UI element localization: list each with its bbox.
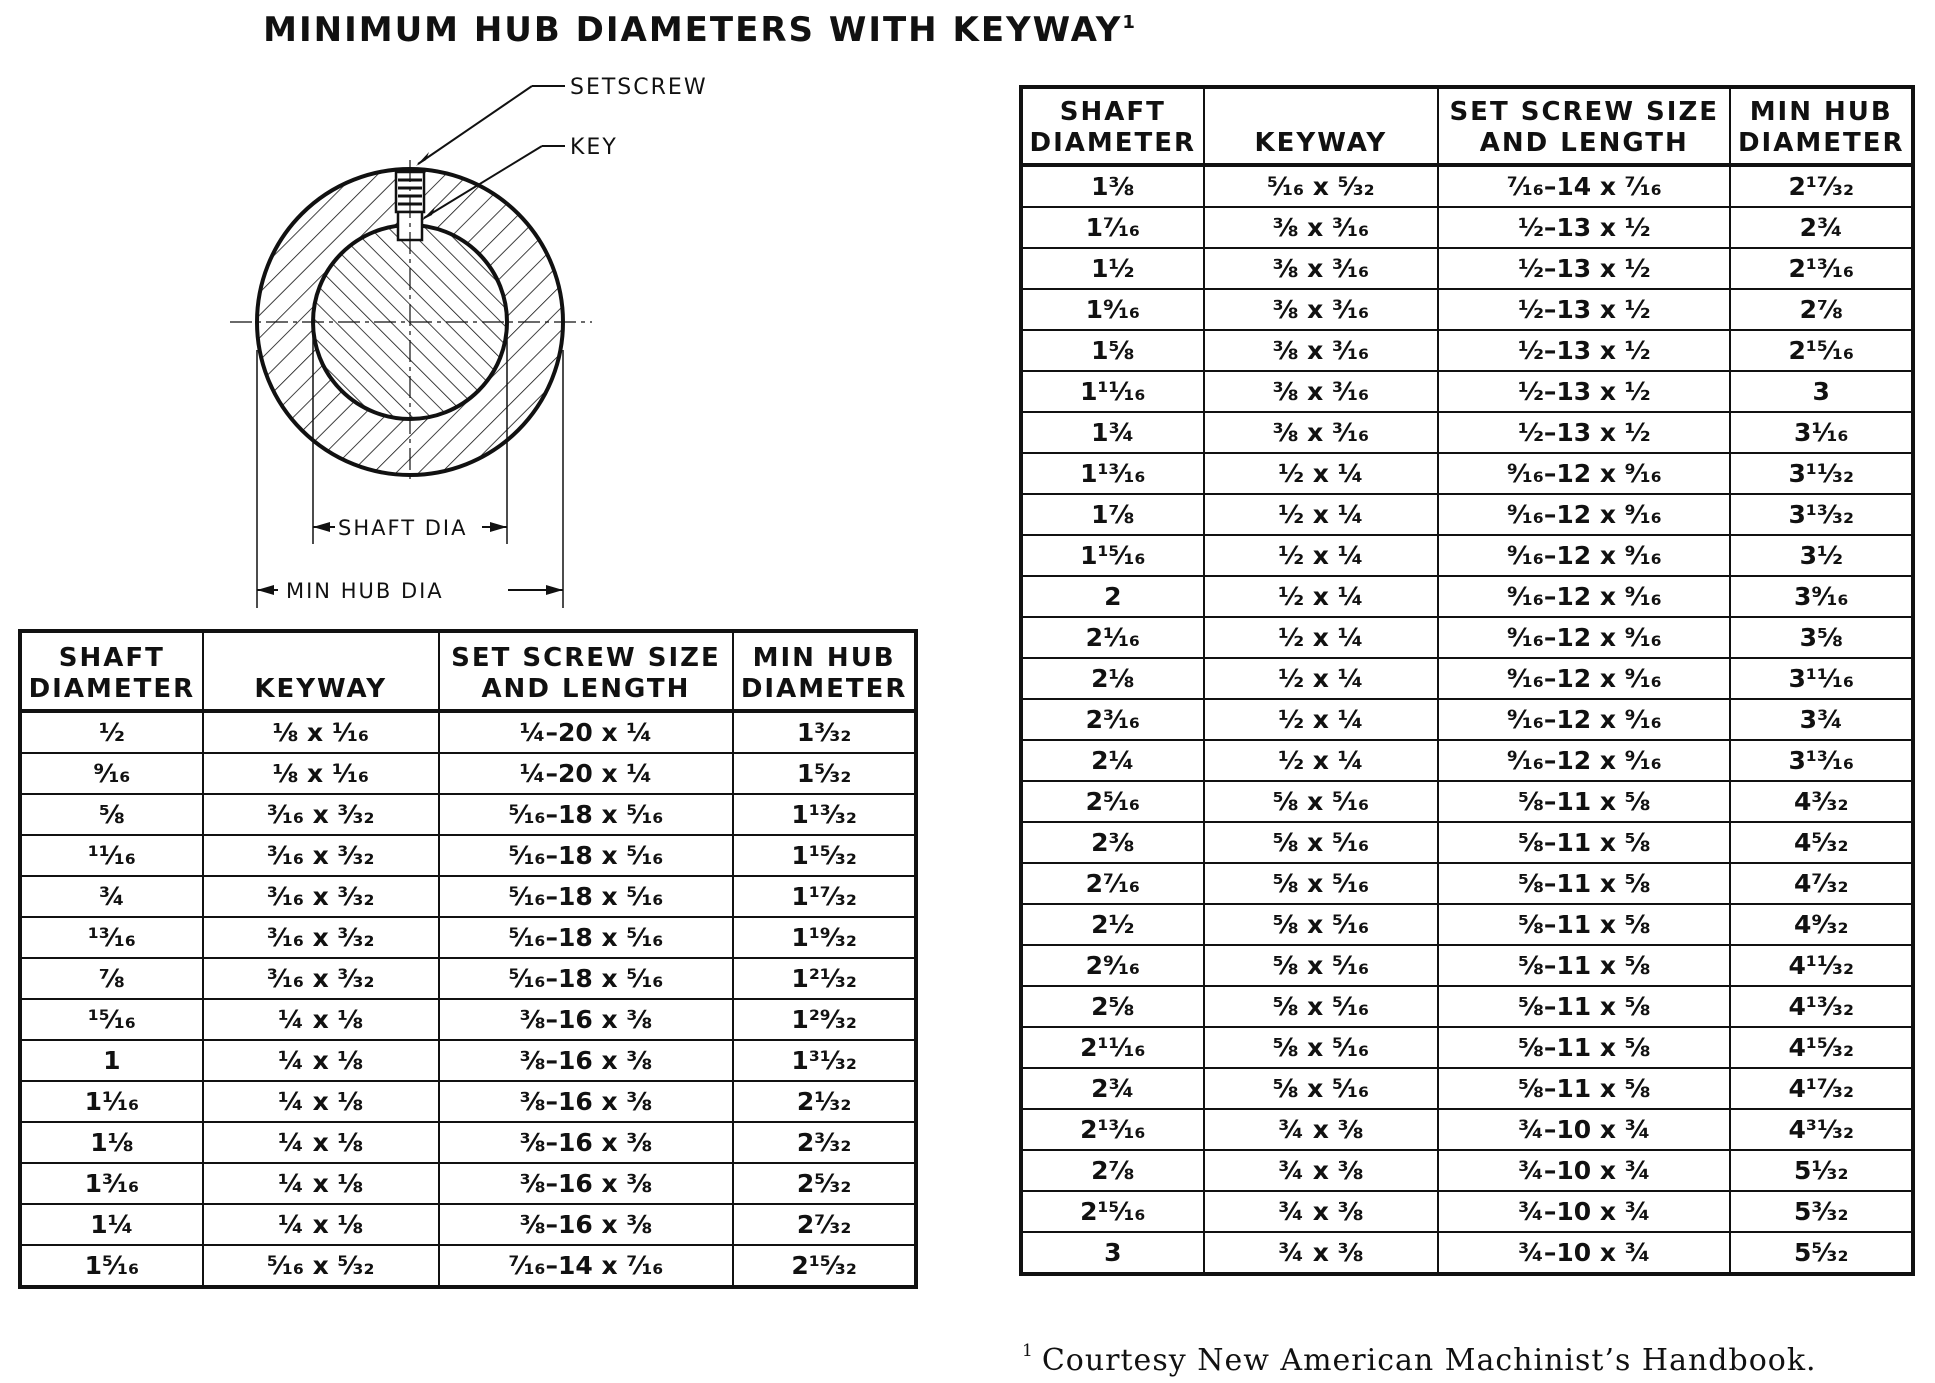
set-screw-cell: ½–13 x ½ bbox=[1438, 289, 1730, 330]
shaft-diameter-cell: 2½ bbox=[1021, 904, 1204, 945]
keyway-cell: ¾ x ⅜ bbox=[1204, 1191, 1439, 1232]
keyway-cell: ⅝ x ⁵⁄₁₆ bbox=[1204, 1027, 1439, 1068]
min-hub-diameter-cell: 2⅞ bbox=[1730, 289, 1913, 330]
min-hub-diameter-cell: 4¹¹⁄₃₂ bbox=[1730, 945, 1913, 986]
keyway-cell: ³⁄₁₆ x ³⁄₃₂ bbox=[203, 835, 439, 876]
table-row bbox=[20, 999, 916, 1040]
set-screw-cell: ¾–10 x ¾ bbox=[1438, 1150, 1730, 1191]
min-hub-diameter-cell: 2¹⁵⁄₁₆ bbox=[1730, 330, 1913, 371]
keyway-cell: ⅛ x ¹⁄₁₆ bbox=[203, 753, 439, 794]
min-hub-diameter-cell: 3⁹⁄₁₆ bbox=[1730, 576, 1913, 617]
min-hub-diameter-cell: 3¹³⁄₃₂ bbox=[1730, 494, 1913, 535]
keyway-cell: ⁵⁄₁₆ x ⁵⁄₃₂ bbox=[1204, 165, 1439, 207]
set-screw-cell: ⅝–11 x ⅝ bbox=[1438, 945, 1730, 986]
table-row bbox=[20, 753, 916, 794]
shaft-diameter-cell: ½ bbox=[20, 711, 203, 753]
shaft-diameter-cell: 1⅛ bbox=[20, 1122, 203, 1163]
set-screw-cell: ⁹⁄₁₆–12 x ⁹⁄₁₆ bbox=[1438, 699, 1730, 740]
table-row bbox=[1021, 453, 1913, 494]
header-set-screw: SET SCREW SIZE AND LENGTH bbox=[439, 631, 734, 711]
table-row bbox=[20, 876, 916, 917]
min-hub-diameter-cell: 4³⁄₃₂ bbox=[1730, 781, 1913, 822]
set-screw-cell: ½–13 x ½ bbox=[1438, 207, 1730, 248]
min-hub-diameter-cell: 2¹⁵⁄₃₂ bbox=[733, 1245, 916, 1287]
footnote-mark: 1 bbox=[1022, 1341, 1034, 1361]
min-hub-diameter-cell: 4¹⁵⁄₃₂ bbox=[1730, 1027, 1913, 1068]
min-hub-diameter-cell: 3½ bbox=[1730, 535, 1913, 576]
min-hub-diameter-cell: 1³⁄₃₂ bbox=[733, 711, 916, 753]
shaft-diameter-cell: 2⁵⁄₁₆ bbox=[1021, 781, 1204, 822]
shaft-diameter-cell: ⅝ bbox=[20, 794, 203, 835]
keyway-cell: ¼ x ⅛ bbox=[203, 999, 439, 1040]
keyway-cell: ⅝ x ⁵⁄₁₆ bbox=[1204, 945, 1439, 986]
min-hub-diameter-cell: 4³¹⁄₃₂ bbox=[1730, 1109, 1913, 1150]
table-row bbox=[1021, 1232, 1913, 1274]
table-row bbox=[1021, 986, 1913, 1027]
set-screw-cell: ⁷⁄₁₆–14 x ⁷⁄₁₆ bbox=[439, 1245, 734, 1287]
keyway-cell: ¾ x ⅜ bbox=[1204, 1232, 1439, 1274]
min-hub-diameter-cell: 1¹⁷⁄₃₂ bbox=[733, 876, 916, 917]
header-shaft-diameter: SHAFT DIAMETER bbox=[20, 631, 203, 711]
shaft-diameter-cell: 3 bbox=[1021, 1232, 1204, 1274]
keyway-cell: ⅜ x ³⁄₁₆ bbox=[1204, 330, 1439, 371]
hub-keyway-diagram bbox=[220, 60, 780, 620]
set-screw-cell: ⁹⁄₁₆–12 x ⁹⁄₁₆ bbox=[1438, 576, 1730, 617]
set-screw-cell: ⅝–11 x ⅝ bbox=[1438, 986, 1730, 1027]
shaft-dia-label: SHAFT DIA bbox=[338, 516, 468, 540]
keyway-cell: ³⁄₁₆ x ³⁄₃₂ bbox=[203, 876, 439, 917]
table-row bbox=[1021, 371, 1913, 412]
table-row bbox=[1021, 1027, 1913, 1068]
set-screw-cell: ¼–20 x ¼ bbox=[439, 711, 734, 753]
shaft-diameter-cell: 1⁷⁄₁₆ bbox=[1021, 207, 1204, 248]
header-keyway: KEYWAY bbox=[1204, 87, 1439, 165]
min-hub-diameter-cell: 1¹⁵⁄₃₂ bbox=[733, 835, 916, 876]
set-screw-cell: ⁵⁄₁₆–18 x ⁵⁄₁₆ bbox=[439, 835, 734, 876]
keyway-cell: ³⁄₁₆ x ³⁄₃₂ bbox=[203, 917, 439, 958]
table-row bbox=[20, 1040, 916, 1081]
set-screw-cell: ½–13 x ½ bbox=[1438, 330, 1730, 371]
table-row bbox=[1021, 617, 1913, 658]
table-row bbox=[20, 835, 916, 876]
shaft-diameter-cell: 2⅞ bbox=[1021, 1150, 1204, 1191]
keyway-cell: ½ x ¼ bbox=[1204, 453, 1439, 494]
shaft-diameter-cell: ⅞ bbox=[20, 958, 203, 999]
table-row bbox=[20, 711, 916, 753]
set-screw-cell: ⁵⁄₁₆–18 x ⁵⁄₁₆ bbox=[439, 794, 734, 835]
set-screw-cell: ⅝–11 x ⅝ bbox=[1438, 904, 1730, 945]
min-hub-diameter-cell: 2⁵⁄₃₂ bbox=[733, 1163, 916, 1204]
set-screw-cell: ⁹⁄₁₆–12 x ⁹⁄₁₆ bbox=[1438, 658, 1730, 699]
set-screw-cell: ⅝–11 x ⅝ bbox=[1438, 822, 1730, 863]
keyway-cell: ⅝ x ⁵⁄₁₆ bbox=[1204, 986, 1439, 1027]
min-hub-diameter-cell: 1⁵⁄₃₂ bbox=[733, 753, 916, 794]
title-text: MINIMUM HUB DIAMETERS WITH KEYWAY bbox=[263, 10, 1123, 50]
min-hub-diameter-cell: 3 bbox=[1730, 371, 1913, 412]
keyway-cell: ⅝ x ⁵⁄₁₆ bbox=[1204, 822, 1439, 863]
table-row bbox=[1021, 740, 1913, 781]
shaft-diameter-cell: 2¾ bbox=[1021, 1068, 1204, 1109]
min-hub-diameter-cell: 3¹¹⁄₃₂ bbox=[1730, 453, 1913, 494]
shaft-diameter-cell: 1¼ bbox=[20, 1204, 203, 1245]
min-hub-diameter-cell: 1³¹⁄₃₂ bbox=[733, 1040, 916, 1081]
set-screw-cell: ⁹⁄₁₆–12 x ⁹⁄₁₆ bbox=[1438, 740, 1730, 781]
shaft-diameter-cell: 1¹⁵⁄₁₆ bbox=[1021, 535, 1204, 576]
shaft-diameter-cell: 2⅝ bbox=[1021, 986, 1204, 1027]
key-label: KEY bbox=[570, 135, 618, 160]
shaft-diameter-cell: 1⅜ bbox=[1021, 165, 1204, 207]
table-row bbox=[1021, 945, 1913, 986]
table-row bbox=[20, 1204, 916, 1245]
set-screw-cell: ⅜–16 x ⅜ bbox=[439, 1040, 734, 1081]
table-row bbox=[1021, 535, 1913, 576]
table-row bbox=[1021, 1150, 1913, 1191]
keyway-cell: ¾ x ⅜ bbox=[1204, 1109, 1439, 1150]
set-screw-cell: ⁵⁄₁₆–18 x ⁵⁄₁₆ bbox=[439, 958, 734, 999]
min-hub-diameter-cell: 2¹⁄₃₂ bbox=[733, 1081, 916, 1122]
shaft-diameter-cell: 1½ bbox=[1021, 248, 1204, 289]
keyway-cell: ¼ x ⅛ bbox=[203, 1081, 439, 1122]
min-hub-dia-label: MIN HUB DIA bbox=[286, 579, 444, 603]
keyway-cell: ¼ x ⅛ bbox=[203, 1040, 439, 1081]
min-hub-diameter-cell: 2¹³⁄₁₆ bbox=[1730, 248, 1913, 289]
table-row bbox=[20, 1081, 916, 1122]
shaft-diameter-cell: ¹¹⁄₁₆ bbox=[20, 835, 203, 876]
set-screw-cell: ⁵⁄₁₆–18 x ⁵⁄₁₆ bbox=[439, 876, 734, 917]
shaft-diameter-cell: 2 bbox=[1021, 576, 1204, 617]
shaft-diameter-cell: 1⅞ bbox=[1021, 494, 1204, 535]
min-hub-diameter-cell: 3¹⁄₁₆ bbox=[1730, 412, 1913, 453]
hub-table-left bbox=[18, 629, 918, 1289]
shaft-diameter-cell: 1 bbox=[20, 1040, 203, 1081]
shaft-diameter-cell: 1¾ bbox=[1021, 412, 1204, 453]
keyway-cell: ⅛ x ¹⁄₁₆ bbox=[203, 711, 439, 753]
keyway-cell: ⅜ x ³⁄₁₆ bbox=[1204, 412, 1439, 453]
keyway-cell: ⁵⁄₁₆ x ⁵⁄₃₂ bbox=[203, 1245, 439, 1287]
keyway-cell: ½ x ¼ bbox=[1204, 576, 1439, 617]
set-screw-cell: ¾–10 x ¾ bbox=[1438, 1232, 1730, 1274]
shaft-diameter-cell: 1¹³⁄₁₆ bbox=[1021, 453, 1204, 494]
shaft-diameter-cell: 2³⁄₁₆ bbox=[1021, 699, 1204, 740]
min-hub-diameter-cell: 3¹³⁄₁₆ bbox=[1730, 740, 1913, 781]
table-row bbox=[1021, 781, 1913, 822]
table-row bbox=[20, 794, 916, 835]
keyway-cell: ³⁄₁₆ x ³⁄₃₂ bbox=[203, 794, 439, 835]
keyway-cell: ¼ x ⅛ bbox=[203, 1204, 439, 1245]
keyway-cell: ½ x ¼ bbox=[1204, 699, 1439, 740]
keyway-cell: ½ x ¼ bbox=[1204, 658, 1439, 699]
shaft-diameter-cell: 2¹¹⁄₁₆ bbox=[1021, 1027, 1204, 1068]
min-hub-diameter-cell: 2³⁄₃₂ bbox=[733, 1122, 916, 1163]
shaft-diameter-cell: 1⅝ bbox=[1021, 330, 1204, 371]
keyway-cell: ⅝ x ⁵⁄₁₆ bbox=[1204, 781, 1439, 822]
shaft-diameter-cell: 1⁵⁄₁₆ bbox=[20, 1245, 203, 1287]
table-row bbox=[1021, 207, 1913, 248]
set-screw-cell: ⅜–16 x ⅜ bbox=[439, 1081, 734, 1122]
set-screw-cell: ⅝–11 x ⅝ bbox=[1438, 1027, 1730, 1068]
table-row bbox=[20, 1122, 916, 1163]
min-hub-diameter-cell: 1²⁹⁄₃₂ bbox=[733, 999, 916, 1040]
set-screw-cell: ⁹⁄₁₆–12 x ⁹⁄₁₆ bbox=[1438, 535, 1730, 576]
shaft-diameter-cell: 2⅜ bbox=[1021, 822, 1204, 863]
min-hub-diameter-cell: 2¾ bbox=[1730, 207, 1913, 248]
setscrew-label: SETSCREW bbox=[570, 75, 708, 100]
min-hub-diameter-cell: 5⁵⁄₃₂ bbox=[1730, 1232, 1913, 1274]
footnote-text: Courtesy New American Machinist’s Handbook. bbox=[1041, 1343, 1817, 1378]
table-row bbox=[20, 917, 916, 958]
set-screw-cell: ⁹⁄₁₆–12 x ⁹⁄₁₆ bbox=[1438, 453, 1730, 494]
shaft-diameter-cell: ⁹⁄₁₆ bbox=[20, 753, 203, 794]
keyway-cell: ⅜ x ³⁄₁₆ bbox=[1204, 289, 1439, 330]
min-hub-diameter-cell: 4¹³⁄₃₂ bbox=[1730, 986, 1913, 1027]
set-screw-cell: ½–13 x ½ bbox=[1438, 412, 1730, 453]
table-row bbox=[20, 1245, 916, 1287]
shaft-diameter-cell: 2⁷⁄₁₆ bbox=[1021, 863, 1204, 904]
set-screw-cell: ¾–10 x ¾ bbox=[1438, 1109, 1730, 1150]
keyway-cell: ⅜ x ³⁄₁₆ bbox=[1204, 207, 1439, 248]
table-header-row bbox=[20, 631, 916, 711]
set-screw-cell: ¼–20 x ¼ bbox=[439, 753, 734, 794]
min-hub-diameter-cell: 3¾ bbox=[1730, 699, 1913, 740]
keyway-cell: ⅝ x ⁵⁄₁₆ bbox=[1204, 863, 1439, 904]
set-screw-cell: ½–13 x ½ bbox=[1438, 248, 1730, 289]
keyway-cell: ⅝ x ⁵⁄₁₆ bbox=[1204, 1068, 1439, 1109]
keyway-cell: ¾ x ⅜ bbox=[1204, 1150, 1439, 1191]
set-screw-cell: ⅝–11 x ⅝ bbox=[1438, 781, 1730, 822]
table-row bbox=[1021, 330, 1913, 371]
table-row bbox=[1021, 822, 1913, 863]
keyway-cell: ¼ x ⅛ bbox=[203, 1122, 439, 1163]
table-row bbox=[1021, 863, 1913, 904]
shaft-diameter-cell: 2⅛ bbox=[1021, 658, 1204, 699]
table-row bbox=[1021, 248, 1913, 289]
set-screw-cell: ⅜–16 x ⅜ bbox=[439, 1204, 734, 1245]
set-screw-cell: ⅝–11 x ⅝ bbox=[1438, 1068, 1730, 1109]
header-shaft-diameter: SHAFT DIAMETER bbox=[1021, 87, 1204, 165]
min-hub-diameter-cell: 2⁷⁄₃₂ bbox=[733, 1204, 916, 1245]
shaft-diameter-cell: 2¹³⁄₁₆ bbox=[1021, 1109, 1204, 1150]
keyway-cell: ½ x ¼ bbox=[1204, 617, 1439, 658]
table-row bbox=[1021, 494, 1913, 535]
table-row bbox=[1021, 904, 1913, 945]
min-hub-diameter-cell: 5¹⁄₃₂ bbox=[1730, 1150, 1913, 1191]
shaft-diameter-cell: 2¹⁵⁄₁₆ bbox=[1021, 1191, 1204, 1232]
table-row bbox=[20, 1163, 916, 1204]
table-row bbox=[1021, 165, 1913, 207]
set-screw-cell: ½–13 x ½ bbox=[1438, 371, 1730, 412]
set-screw-cell: ⅜–16 x ⅜ bbox=[439, 999, 734, 1040]
table-row bbox=[20, 958, 916, 999]
min-hub-diameter-cell: 4⁹⁄₃₂ bbox=[1730, 904, 1913, 945]
set-screw-cell: ⁷⁄₁₆–14 x ⁷⁄₁₆ bbox=[1438, 165, 1730, 207]
header-keyway: KEYWAY bbox=[203, 631, 439, 711]
min-hub-diameter-cell: 2¹⁷⁄₃₂ bbox=[1730, 165, 1913, 207]
set-screw-cell: ⅜–16 x ⅜ bbox=[439, 1163, 734, 1204]
header-min-hub-diameter: MIN HUB DIAMETER bbox=[1730, 87, 1913, 165]
shaft-diameter-cell: ¹⁵⁄₁₆ bbox=[20, 999, 203, 1040]
shaft-diameter-cell: 1¹¹⁄₁₆ bbox=[1021, 371, 1204, 412]
min-hub-diameter-cell: 1¹³⁄₃₂ bbox=[733, 794, 916, 835]
set-screw-cell: ¾–10 x ¾ bbox=[1438, 1191, 1730, 1232]
keyway-cell: ½ x ¼ bbox=[1204, 494, 1439, 535]
hub-table-right bbox=[1019, 85, 1915, 1276]
keyway-cell: ½ x ¼ bbox=[1204, 740, 1439, 781]
shaft-diameter-cell: 1⁹⁄₁₆ bbox=[1021, 289, 1204, 330]
set-screw-cell: ⅝–11 x ⅝ bbox=[1438, 863, 1730, 904]
keyway-cell: ½ x ¼ bbox=[1204, 535, 1439, 576]
footnote bbox=[1022, 1343, 1817, 1378]
min-hub-diameter-cell: 1¹⁹⁄₃₂ bbox=[733, 917, 916, 958]
set-screw-cell: ⁹⁄₁₆–12 x ⁹⁄₁₆ bbox=[1438, 617, 1730, 658]
table-row bbox=[1021, 699, 1913, 740]
min-hub-diameter-cell: 1²¹⁄₃₂ bbox=[733, 958, 916, 999]
min-hub-diameter-cell: 4¹⁷⁄₃₂ bbox=[1730, 1068, 1913, 1109]
shaft-diameter-cell: 2¼ bbox=[1021, 740, 1204, 781]
keyway-cell: ³⁄₁₆ x ³⁄₃₂ bbox=[203, 958, 439, 999]
table-row bbox=[1021, 1109, 1913, 1150]
set-screw-cell: ⁹⁄₁₆–12 x ⁹⁄₁₆ bbox=[1438, 494, 1730, 535]
table-header-row bbox=[1021, 87, 1913, 165]
keyway-cell: ⅜ x ³⁄₁₆ bbox=[1204, 371, 1439, 412]
keyway-cell: ⅜ x ³⁄₁₆ bbox=[1204, 248, 1439, 289]
table-row bbox=[1021, 658, 1913, 699]
shaft-diameter-cell: ¹³⁄₁₆ bbox=[20, 917, 203, 958]
header-min-hub-diameter: MIN HUB DIAMETER bbox=[733, 631, 916, 711]
set-screw-cell: ⅜–16 x ⅜ bbox=[439, 1122, 734, 1163]
min-hub-diameter-cell: 3¹¹⁄₁₆ bbox=[1730, 658, 1913, 699]
min-hub-diameter-cell: 5³⁄₃₂ bbox=[1730, 1191, 1913, 1232]
shaft-diameter-cell: ¾ bbox=[20, 876, 203, 917]
min-hub-diameter-cell: 4⁵⁄₃₂ bbox=[1730, 822, 1913, 863]
table-row bbox=[1021, 576, 1913, 617]
set-screw-cell: ⁵⁄₁₆–18 x ⁵⁄₁₆ bbox=[439, 917, 734, 958]
shaft-diameter-cell: 1³⁄₁₆ bbox=[20, 1163, 203, 1204]
header-set-screw: SET SCREW SIZE AND LENGTH bbox=[1438, 87, 1730, 165]
title-footnote-mark: 1 bbox=[1122, 12, 1137, 33]
shaft-diameter-cell: 1¹⁄₁₆ bbox=[20, 1081, 203, 1122]
table-row bbox=[1021, 1068, 1913, 1109]
shaft-diameter-cell: 2¹⁄₁₆ bbox=[1021, 617, 1204, 658]
keyway-cell: ¼ x ⅛ bbox=[203, 1163, 439, 1204]
table-row bbox=[1021, 1191, 1913, 1232]
page-title bbox=[0, 10, 1400, 50]
table-row bbox=[1021, 289, 1913, 330]
min-hub-diameter-cell: 3⅝ bbox=[1730, 617, 1913, 658]
min-hub-diameter-cell: 4⁷⁄₃₂ bbox=[1730, 863, 1913, 904]
shaft-diameter-cell: 2⁹⁄₁₆ bbox=[1021, 945, 1204, 986]
keyway-cell: ⅝ x ⁵⁄₁₆ bbox=[1204, 904, 1439, 945]
table-row bbox=[1021, 412, 1913, 453]
